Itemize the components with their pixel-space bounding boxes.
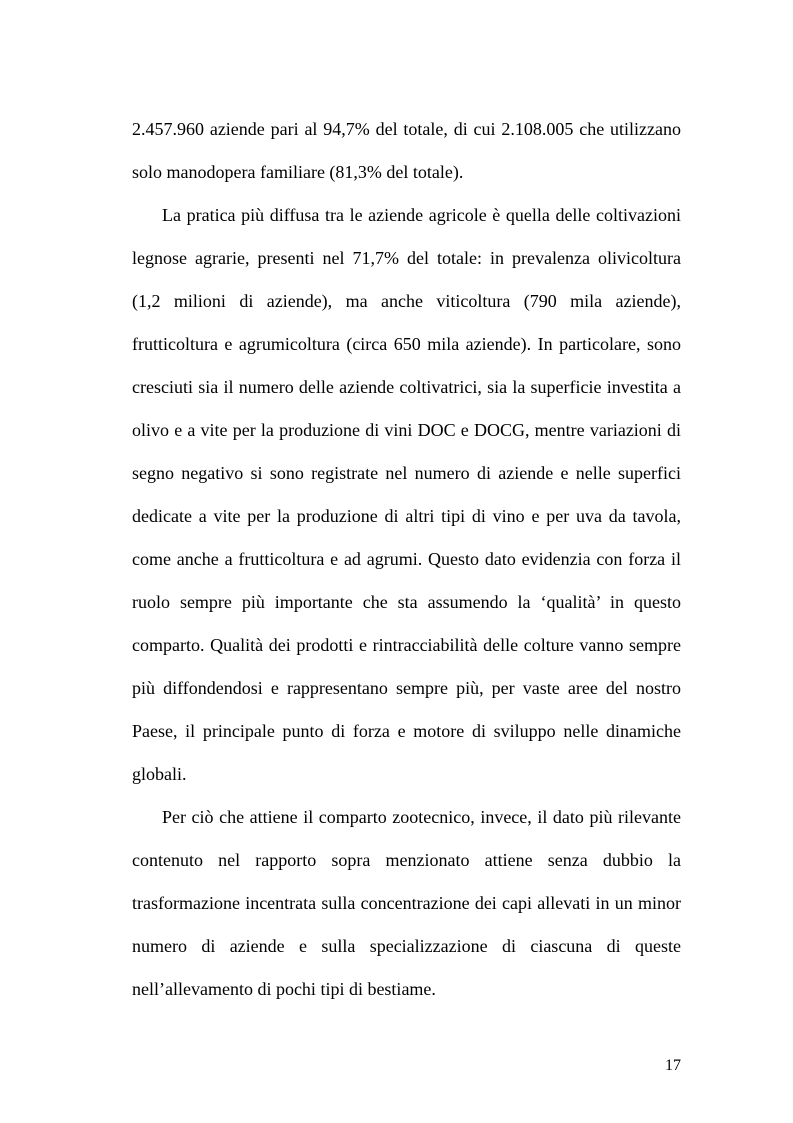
paragraph-continuation: 2.457.960 aziende pari al 94,7% del totale, di cui 2.108.005 che utilizzano solo manodopera familiare (81,3% del totale). (132, 119, 681, 182)
paragraph-legnose: La pratica più diffusa tra le aziende agricole è quella delle coltivazioni legnose agrarie, presenti nel 71,7% del totale: in prevalenza olivicoltura (1,2 milioni di aziende), ma anche viticoltura (790 mila aziende), frutticoltura e agrumicoltura (circa 650 mila aziende). In particolare, sono cresciuti sia il numero delle aziende coltivatrici, sia la superficie investita a olivo e a vite per la produzione di vini DOC e DOCG, mentre variazioni di segno negativo si sono registrate nel numero di aziende e nelle superfici dedicate a vite per la produzione di altri tipi di vino e per uva da tavola, come anche a frutticoltura e ad agrumi. Questo dato evidenzia con forza il ruolo sempre più importante che sta assumendo la ‘qualità’ in questo comparto. Qualità dei prodotti e rintracciabilità delle colture vanno sempre più diffondendosi e rappresentano sempre più, per vaste aree del nostro Paese, il principale punto di forza e motore di sviluppo nelle dinamiche globali. (132, 205, 681, 784)
body-text (132, 108, 681, 1011)
page-number: 17 (665, 1057, 681, 1074)
paragraph-zootecnico: Per ciò che attiene il comparto zootecnico, invece, il dato più rilevante contenuto nel rapporto sopra menzionato attiene senza dubbio la trasformazione incentrata sulla concentrazione dei capi allevati in un minor numero di aziende e sulla specializzazione di ciascuna di queste nell’allevamento di pochi tipi di bestiame. (132, 807, 681, 999)
